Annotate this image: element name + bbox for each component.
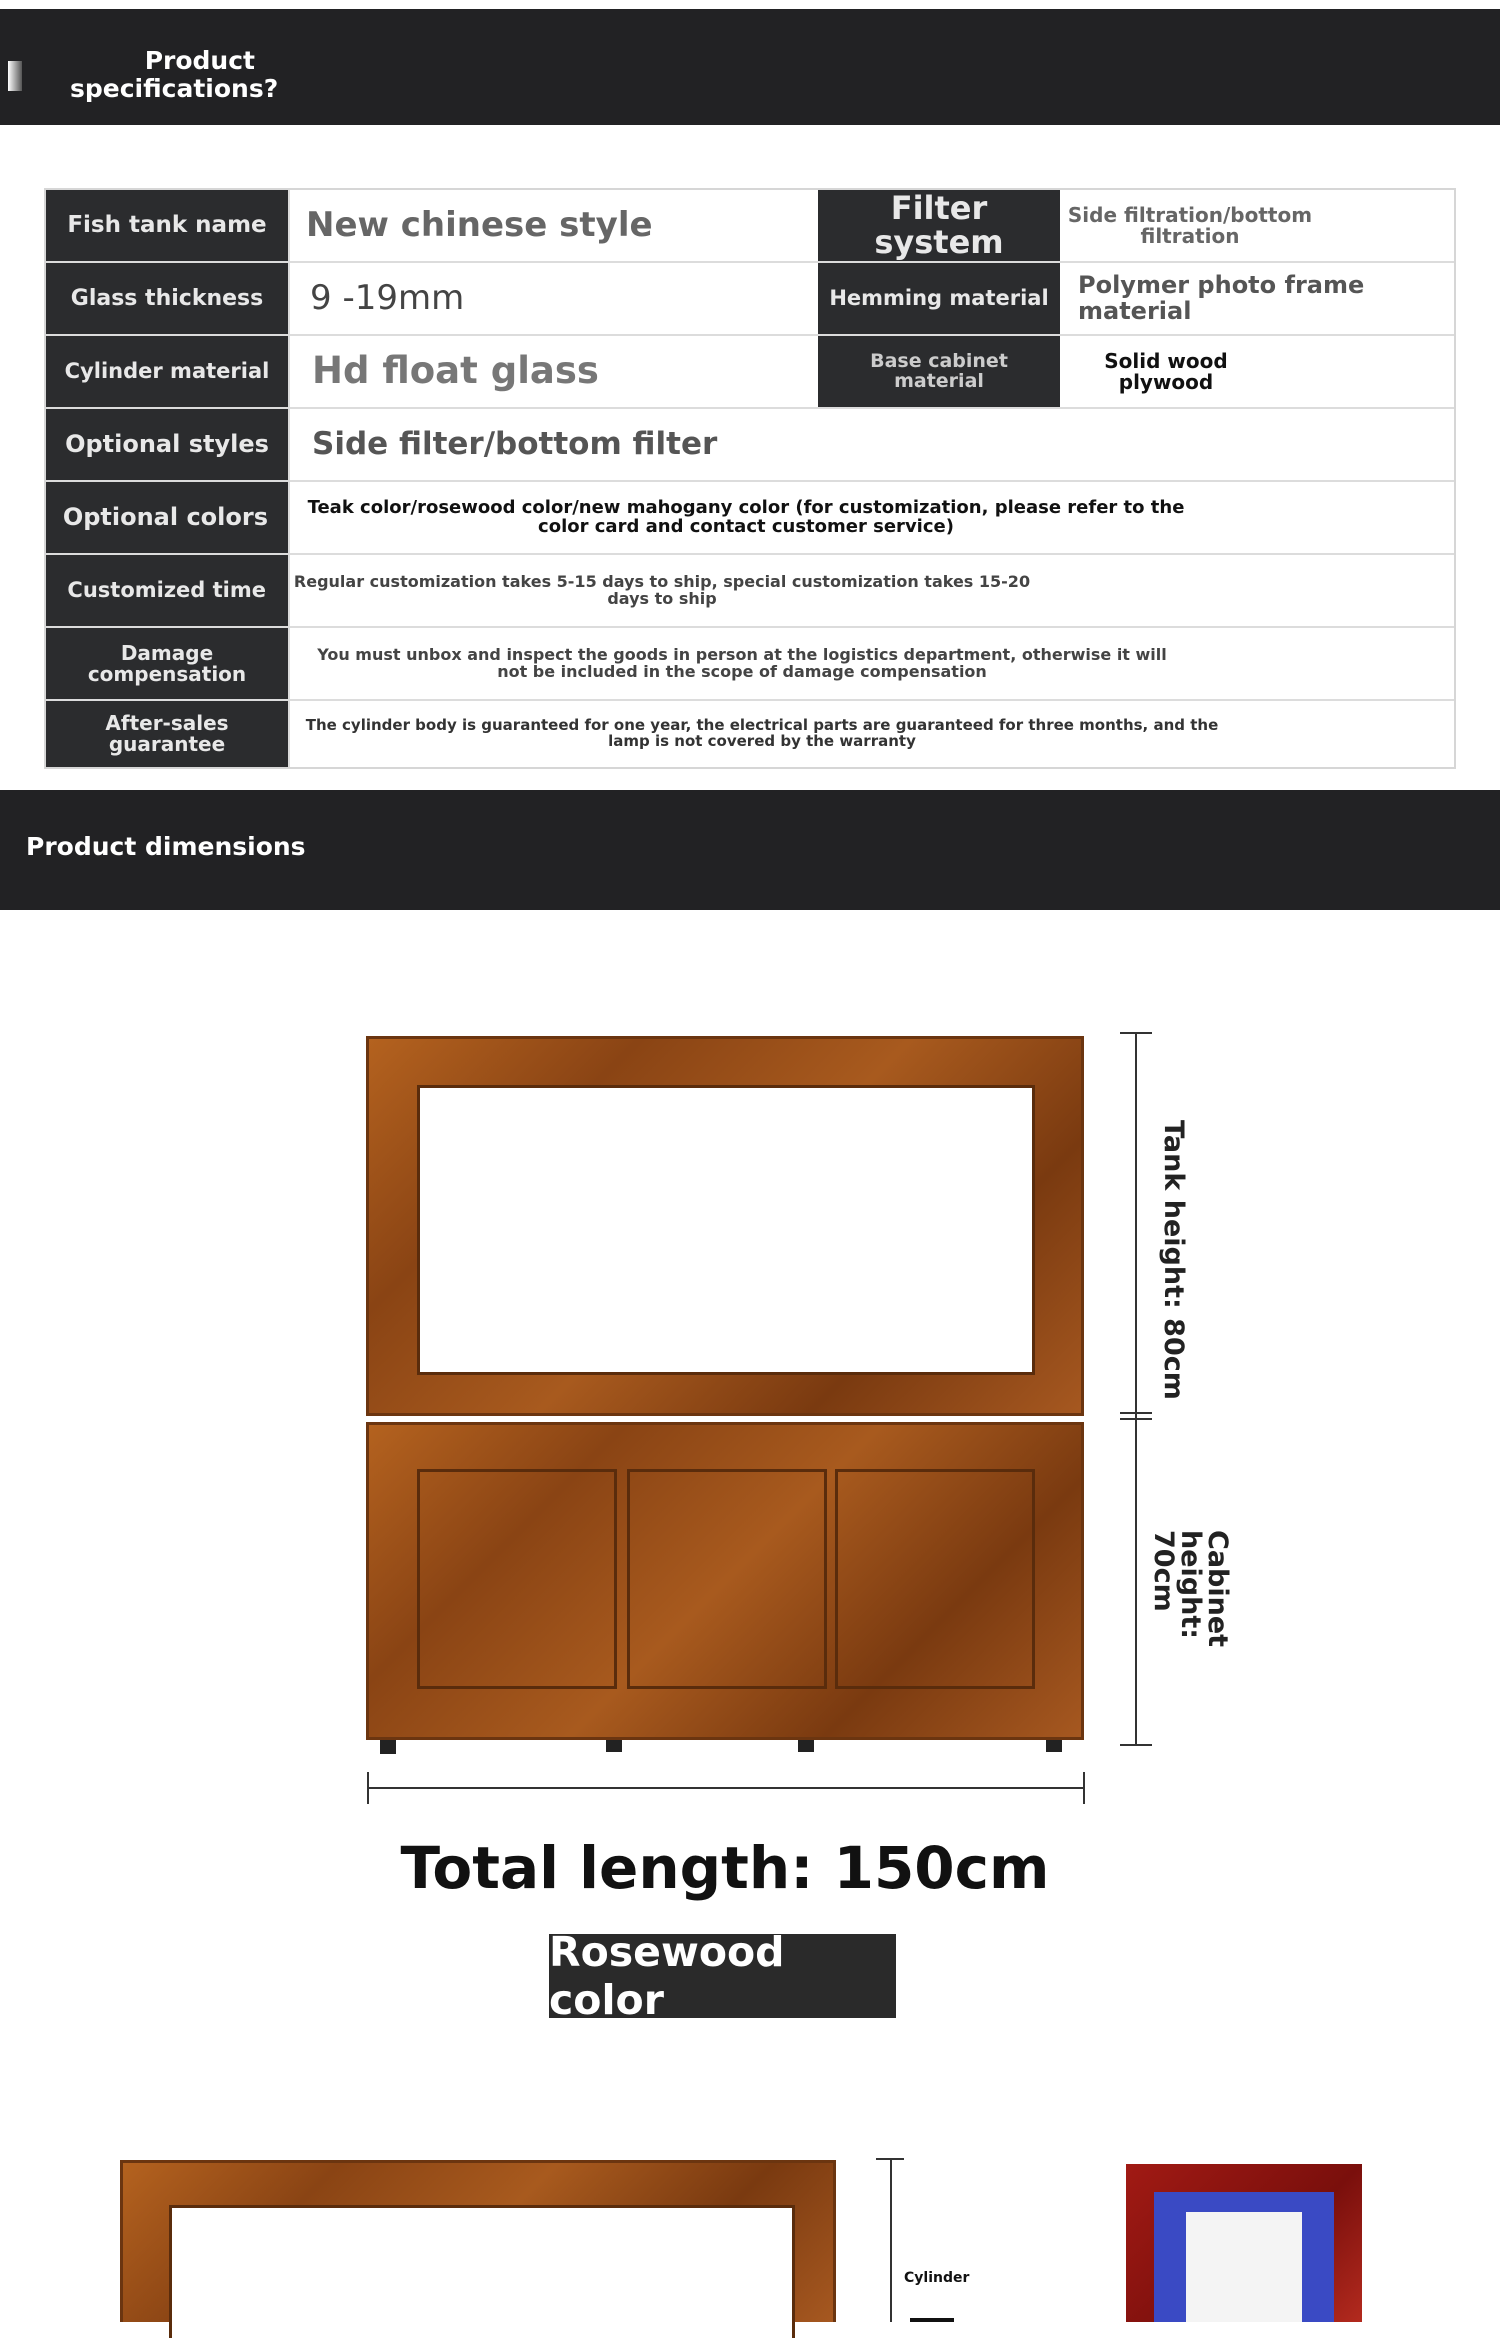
spec-value: Teak color/rosewood color/new mahogany color (for customization, please refer to the color card and contact customer service) bbox=[307, 496, 1185, 537]
length-dimension-line bbox=[367, 1787, 1085, 1789]
spec-row bbox=[46, 190, 1454, 263]
tank-glass bbox=[417, 1085, 1035, 1375]
cabinet-foot bbox=[798, 1740, 814, 1752]
spec-value-secondary: Solid wood plywood bbox=[1104, 348, 1228, 394]
cabinet-door-middle bbox=[627, 1469, 827, 1689]
dimension-tick bbox=[367, 1772, 369, 1804]
dimensions-header-band bbox=[0, 790, 1500, 910]
cylinder-label: Cylinder bbox=[904, 2270, 970, 2286]
dimension-tick bbox=[1120, 1744, 1152, 1746]
spec-label: Optional styles bbox=[46, 409, 288, 480]
spec-value-secondary: Polymer photo frame material bbox=[1078, 271, 1365, 325]
spec-label: Glass thickness bbox=[46, 263, 288, 334]
specs-header-band bbox=[0, 9, 1500, 125]
spec-row bbox=[46, 263, 1454, 336]
cabinet-foot bbox=[1046, 1740, 1062, 1752]
spec-label-secondary: Filter system bbox=[818, 190, 1060, 261]
color-name-badge: Rosewood color bbox=[549, 1934, 896, 2018]
spec-value: Regular customization takes 5-15 days to ship, special customization takes 15-20 days to ship bbox=[293, 571, 1031, 608]
spec-value: The cylinder body is guaranteed for one year, the electrical parts are guaranteed for three months, and the lamp is not covered by the warranty bbox=[305, 716, 1219, 750]
cabinet-foot bbox=[380, 1740, 396, 1754]
dimension-tick bbox=[876, 2158, 904, 2160]
spec-label-secondary: Hemming material bbox=[818, 263, 1060, 334]
spec-value: Hd float glass bbox=[312, 349, 599, 393]
spec-table bbox=[44, 188, 1456, 769]
height-dimension-line bbox=[1135, 1032, 1137, 1744]
spec-label: After-sales guarantee bbox=[46, 701, 288, 767]
frame-corner-glass bbox=[1186, 2212, 1302, 2322]
spec-label: Customized time bbox=[46, 555, 288, 626]
dimension-tick bbox=[1083, 1772, 1085, 1804]
dimension-tick bbox=[1120, 1418, 1152, 1420]
cabinet-door-left bbox=[417, 1469, 617, 1689]
spec-row bbox=[46, 555, 1454, 628]
spec-label: Fish tank name bbox=[46, 190, 288, 261]
column-divider bbox=[288, 190, 290, 767]
spec-value: New chinese style bbox=[306, 204, 653, 245]
tank-height-label: Tank height: 80cm bbox=[1158, 1120, 1189, 1400]
specs-header-title: Product specifications? bbox=[70, 46, 279, 103]
tank-preview-frame bbox=[120, 2160, 836, 2322]
spec-label-secondary: Base cabinet material bbox=[818, 336, 1060, 407]
spec-label: Damage compensation bbox=[46, 628, 288, 699]
spec-value: You must unbox and inspect the goods in person at the logistics department, otherwise it will not be included in the scope of damage compensation bbox=[317, 644, 1167, 681]
header-mark-icon bbox=[8, 61, 22, 91]
cylinder-marker bbox=[910, 2318, 954, 2322]
spec-label: Cylinder material bbox=[46, 336, 288, 407]
tank-preview-glass bbox=[169, 2205, 795, 2338]
cabinet-door-right bbox=[835, 1469, 1035, 1689]
cabinet-foot bbox=[606, 1740, 622, 1752]
spec-row bbox=[46, 482, 1454, 555]
spec-row bbox=[46, 628, 1454, 701]
spec-row bbox=[46, 409, 1454, 482]
frame-corner-preview bbox=[1126, 2164, 1362, 2322]
spec-label: Optional colors bbox=[46, 482, 288, 553]
spec-row bbox=[46, 701, 1454, 767]
preview-dimension-line bbox=[890, 2158, 892, 2322]
cabinet-height-label: Cabinet height: 70cm bbox=[1148, 1530, 1233, 1648]
frame-corner-inner bbox=[1154, 2192, 1334, 2322]
dimension-tick bbox=[1120, 1032, 1152, 1034]
spec-value: Side filter/bottom filter bbox=[312, 426, 718, 463]
spec-value-secondary: Side filtration/bottom filtration bbox=[1067, 202, 1313, 248]
spec-row bbox=[46, 336, 1454, 409]
dimension-tick bbox=[1120, 1412, 1152, 1414]
total-length-label: Total length: 150cm bbox=[400, 1834, 1050, 1902]
spec-value: 9 -19mm bbox=[310, 277, 465, 318]
tank-frame bbox=[366, 1036, 1084, 1416]
cabinet bbox=[366, 1422, 1084, 1740]
dimensions-header-title: Product dimensions bbox=[26, 832, 306, 861]
